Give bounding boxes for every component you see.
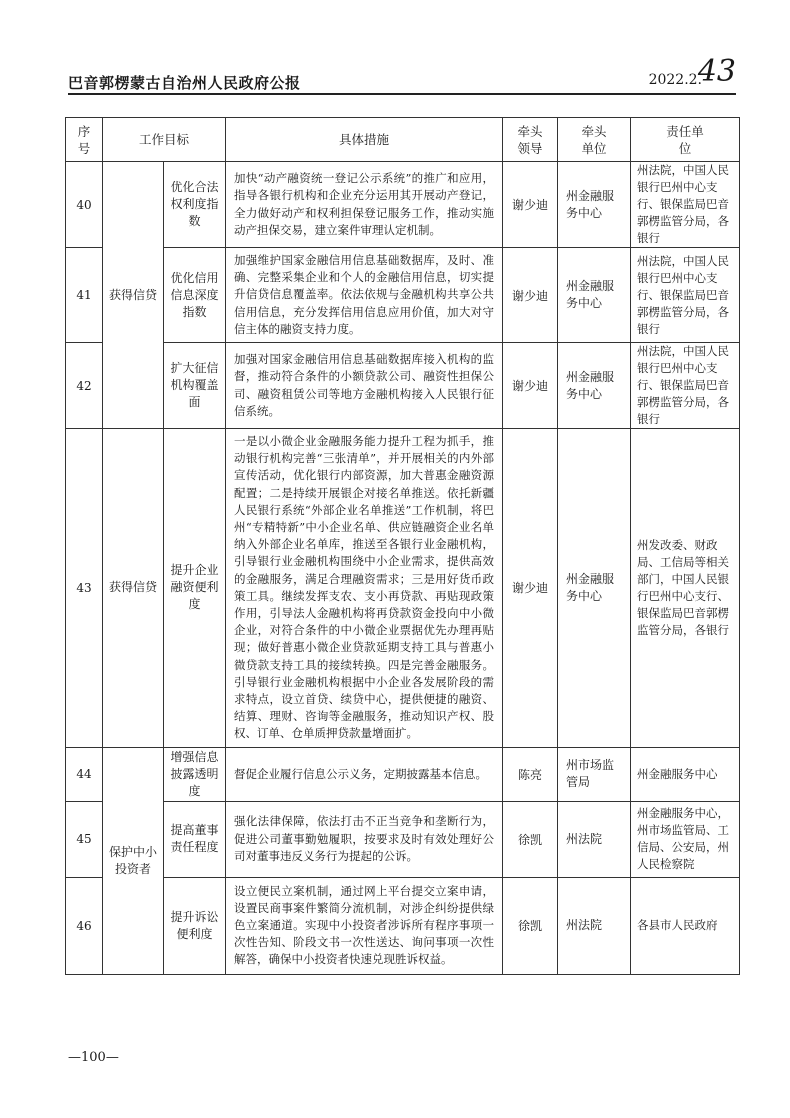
measures-table <box>65 117 740 975</box>
sub-goal-cell: 提升企业融资便利度 <box>164 429 226 748</box>
issue-date: 2022.2. <box>648 72 702 88</box>
table-row <box>66 248 740 343</box>
table-row <box>66 429 740 748</box>
table-header-row <box>66 118 740 162</box>
measure-cell: 加快“动产融资统一登记公示系统”的推广和应用，指导各银行机构和企业充分运用其开展动产登记，全力做好动产和权利担保登记服务工作，推动实施动产担保交易，建立案件审理认定机制。 <box>226 162 503 248</box>
lead-unit-cell: 州金融服务中心 <box>558 248 631 343</box>
header-responsible: 责任单位 <box>631 118 740 162</box>
header-seq: 序号 <box>66 118 103 162</box>
lead-leader-cell: 谢少迪 <box>503 343 558 429</box>
table-row <box>66 801 740 877</box>
lead-unit-cell: 州金融服务中心 <box>558 162 631 248</box>
row-number: 40 <box>66 162 103 248</box>
goal-cell: 保护中小投资者 <box>103 747 164 974</box>
sub-goal-cell: 增强信息披露透明度 <box>164 747 226 801</box>
page-header <box>68 54 736 94</box>
lead-leader-cell: 徐凯 <box>503 801 558 877</box>
responsible-cell: 州法院，中国人民银行巴州中心支行、银保监局巴音郭楞监管分局，各银行 <box>631 162 740 248</box>
header-lead-leader: 牵头领导 <box>503 118 558 162</box>
lead-leader-cell: 徐凯 <box>503 877 558 974</box>
row-number: 43 <box>66 429 103 748</box>
table-row <box>66 747 740 801</box>
header-lead-unit: 牵头单位 <box>558 118 631 162</box>
measure-cell: 一是以小微企业金融服务能力提升工程为抓手，推动银行机构完善“三张清单”，并开展相关的内外部宣传活动，优化银行内部资源，加大普惠金融资源配置；二是持续开展银企对接名单推送。依托新疆人民银行系统“外部企业名单推送”工作机制，将巴州“专精特新”中小企业名单、供应链融资企业名单纳入外部企业名单库，推送至各银行业金融机构，引导银行业金融机构围绕中小企业需求，提供高效的金融服务，满足合理融资需求；三是用好货币政策工具。继续发挥支农、支小再贷款、再贴现政策作用，引导法人金融机构将再贷款资金投向中小微企业，对符合条件的中小微企业票据优先办理再贴现；做好普惠小微企业贷款延期支持工具与普惠小微贷款支持工具的接续转换。四是完善金融服务。引导银行业金融机构根据中小企业各发展阶段的需求特点，设立首贷、续贷中心，提供便捷的融资、结算、理财、咨询等金融服务，推动知识产权、股权、订单、仓单质押贷款量增面扩。 <box>226 429 503 748</box>
sub-goal-cell: 扩大征信机构覆盖面 <box>164 343 226 429</box>
row-number: 44 <box>66 747 103 801</box>
measure-cell: 加强对国家金融信用信息基础数据库接入机构的监督，推动符合条件的小额贷款公司、融资性担保公司、融资租赁公司等地方金融机构接入人民银行征信系统。 <box>226 343 503 429</box>
measure-cell: 督促企业履行信息公示义务，定期披露基本信息。 <box>226 747 503 801</box>
sub-goal-cell: 提升诉讼便利度 <box>164 877 226 974</box>
table-row <box>66 162 740 248</box>
table-row <box>66 343 740 429</box>
lead-unit-cell: 州金融服务中心 <box>558 343 631 429</box>
measure-cell: 强化法律保障，依法打击不正当竞争和垄断行为，促进公司董事勤勉履职，按要求及时有效处理好公司对董事违反义务行为提起的公诉。 <box>226 801 503 877</box>
responsible-cell: 州发改委、财政局、工信局等相关部门，中国人民银行巴州中心支行、银保监局巴音郭楞监管分局，各银行 <box>631 429 740 748</box>
page-number: —100— <box>68 1050 119 1065</box>
lead-leader-cell: 陈亮 <box>503 747 558 801</box>
sub-goal-cell: 优化合法权利度指数 <box>164 162 226 248</box>
lead-unit-cell: 州法院 <box>558 801 631 877</box>
lead-leader-cell: 谢少迪 <box>503 162 558 248</box>
responsible-cell: 州法院，中国人民银行巴州中心支行、银保监局巴音郭楞监管分局，各银行 <box>631 248 740 343</box>
responsible-cell: 各县市人民政府 <box>631 877 740 974</box>
responsible-cell: 州金融服务中心，州市场监管局、工信局、公安局，州人民检察院 <box>631 801 740 877</box>
issue-number: 43 <box>697 54 736 89</box>
row-number: 45 <box>66 801 103 877</box>
measure-cell: 设立便民立案机制，通过网上平台提交立案申请，设置民商事案件繁简分流机制，对涉企纠纷提供绿色立案通道。实现中小投资者涉诉所有程序事项一次性告知、阶段文书一次性送达、询问事项一次性解答，确保中小投资者快速兑现胜诉权益。 <box>226 877 503 974</box>
goal-cell: 获得信贷 <box>103 429 164 748</box>
lead-unit-cell: 州法院 <box>558 877 631 974</box>
row-number: 46 <box>66 877 103 974</box>
header-measures: 具体措施 <box>226 118 503 162</box>
lead-leader-cell: 谢少迪 <box>503 248 558 343</box>
lead-leader-cell: 谢少迪 <box>503 429 558 748</box>
header-goal: 工作目标 <box>103 118 226 162</box>
table-row <box>66 877 740 974</box>
measure-cell: 加强维护国家金融信用信息基础数据库，及时、准确、完整采集企业和个人的金融信用信息，切实提升信贷信息覆盖率。依法依规与金融机构共享公共信用信息，充分发挥信用信息应用价值，加大对守信主体的融资支持力度。 <box>226 248 503 343</box>
responsible-cell: 州法院，中国人民银行巴州中心支行、银保监局巴音郭楞监管分局，各银行 <box>631 343 740 429</box>
row-number: 41 <box>66 248 103 343</box>
gazette-title: 巴音郭楞蒙古自治州人民政府公报 <box>68 74 301 92</box>
lead-unit-cell: 州金融服务中心 <box>558 429 631 748</box>
lead-unit-cell: 州市场监管局 <box>558 747 631 801</box>
sub-goal-cell: 提高董事责任程度 <box>164 801 226 877</box>
header-rule <box>68 93 736 95</box>
sub-goal-cell: 优化信用信息深度指数 <box>164 248 226 343</box>
row-number: 42 <box>66 343 103 429</box>
goal-cell: 获得信贷 <box>103 162 164 429</box>
responsible-cell: 州金融服务中心 <box>631 747 740 801</box>
